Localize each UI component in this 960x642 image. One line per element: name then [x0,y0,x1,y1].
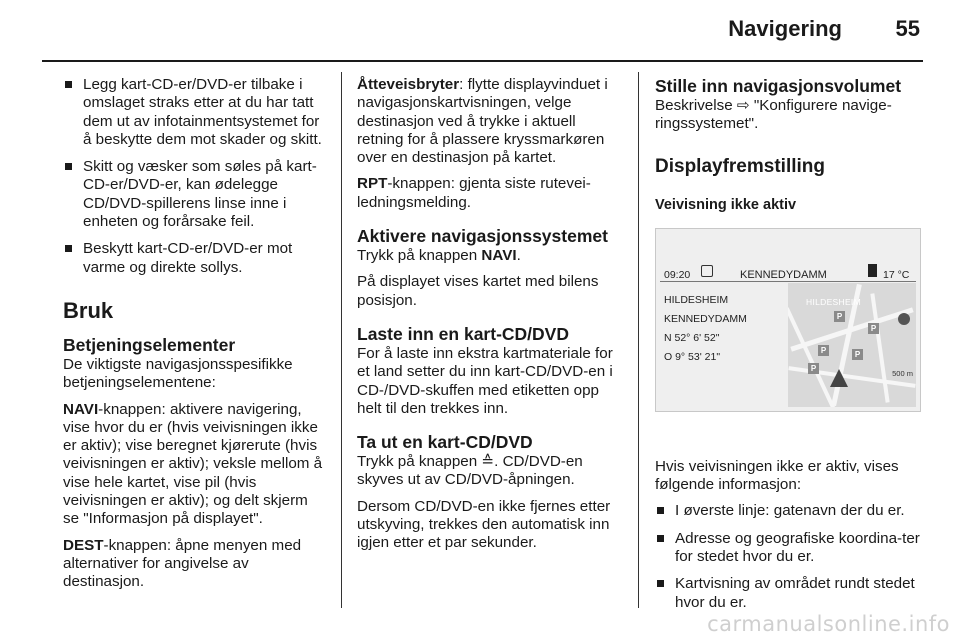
subheading-load-map-disc: Laste inn en kart-CD/DVD [357,323,569,344]
clock: 09:20 [664,268,691,281]
eject-text-pre: Trykk på knappen [357,453,482,471]
navigation-display-image [655,228,921,412]
list-item: Legg kart-CD-er/DVD-er tilbake i omslaget straks etter at du har tatt dem ut av infotainmentsystemet for å beskytte dem mot skader og skitt. [63,76,325,149]
paragraph-eject [357,453,623,490]
compass-icon [898,313,910,325]
latitude: N 52° 6' 52" [664,331,720,344]
subheading-navigation-volume: Stille inn navigasjonsvolumet [655,76,902,96]
eject-icon: ≙ [481,453,495,471]
map-road [870,293,889,402]
eight-way-description: : flytte displayvinduet i navigasjonskartvisningen, velge destinasjon ved å trykke i aktuell retning for å plassere kryssmarkøren over en destinasjon på kartet. [357,76,608,167]
key-label-rpt: RPT [357,175,388,193]
dest-key-description: -knappen: åpne menyen med alternativer for angivelse av destinasjon. [63,536,302,591]
display-top-line [660,263,916,282]
current-street: KENNEDYDAMM [740,268,827,281]
section-heading-bruk: Bruk [63,297,114,323]
activate-text-pre: Trykk på knappen [357,247,482,265]
column-left [63,76,325,600]
eject-text-post: . CD/DVD-en skyves ut av CD/DVD-åpningen. [357,453,583,489]
thermometer-icon [868,264,877,277]
subheading-guidance-inactive: Veivisning ikke aktiv [655,196,797,213]
parking-icon: P [868,323,879,334]
key-label-dest: DEST [63,536,104,554]
paragraph-activate [357,247,623,265]
parking-icon: P [808,363,819,374]
outside-temperature: 17 °C [883,268,910,281]
list-item: Skitt og væsker som søles på kart-CD-er/DVD-er, kan ødelegge CD/DVD-spillerens linse inne i enheten og forårsake feil. [63,158,325,231]
paragraph-load-map-disc: For å laste inn ekstra kartmateriale for et land setter du inn kart-CD/DVD-en i CD-/DVD-skuffen med etiketten opp helt til den trekkes inn. [357,344,613,417]
column-right [655,76,921,621]
activate-text-post: . [516,247,521,265]
navi-key-description: -knappen: aktivere navigering, vise hvor du er (hvis veivisningen ikke er aktiv); vise beregnet kjørerute (hvis veivisningen er aktiv); veksle mellom å vise hele kartet, vise pil (hvis veivisningen er aktiv); og delt skjerm se "Informasjon på displayet". [63,400,323,528]
list-item: Kartvisning av området rundt stedet hvor du er. [655,575,921,612]
map-city-label: HILDESHEIM [806,296,861,307]
paragraph-display-map: På displayet vises kartet med bilens posisjon. [357,273,599,309]
longitude: O 9° 53' 21" [664,350,721,363]
map-road [788,307,835,407]
vehicle-position-icon [830,369,848,387]
list-item: I øverste linje: gatenavn der du er. [655,502,921,520]
location-info [664,291,747,367]
parking-icon: P [852,349,863,360]
info-bullet-list [655,502,921,611]
paragraph-volume-reference: Beskrivelse ⇨ "Konfigurere navige-ringssystemet". [655,97,892,133]
care-bullet-list [63,76,325,277]
chapter-title: Navigering [728,16,842,41]
street-name: KENNEDYDAMM [664,312,747,325]
page-header [0,0,960,62]
map-view [788,283,916,407]
key-label-navi: NAVI [481,247,517,265]
subheading-eject-map-disc: Ta ut en kart-CD/DVD [357,432,533,453]
city-name: HILDESHEIM [664,293,729,306]
parking-icon: P [818,345,829,356]
key-label-navi: NAVI [63,400,99,418]
map-scale: 500 m [892,368,913,378]
paragraph-eight-way-switch [357,76,623,167]
paragraph-intro: De viktigste navigasjonsspesifikke betjeningselementene: [63,355,293,392]
paragraph-rpt-key [357,175,623,212]
key-label-eight-way: Åtteveisbryter [357,76,460,93]
rpt-key-description: -knappen: gjenta siste rutevei-ledningsmelding. [357,175,591,211]
paragraph-auto-retract: Dersom CD/DVD-en ikke fjernes etter utskyving, trekkes den automatisk inn igjen etter et par sekunder. [357,497,611,552]
section-heading-display: Displayfremstilling [655,155,825,177]
page-number: 55 [895,16,920,41]
subheading-betjeningselementer: Betjeningselementer [63,334,236,355]
paragraph-dest-key [63,537,325,592]
watermark: carmanualsonline.info [707,612,950,636]
subheading-activate-navigation: Aktivere navigasjonssystemet [357,226,608,247]
gps-status-icon [701,265,713,277]
header-divider [42,60,923,62]
paragraph-navi-key [63,401,325,529]
column-divider-right [638,72,639,608]
column-divider-left [341,72,342,608]
paragraph-info-shown: Hvis veivisningen ikke er aktiv, vises følgende informasjon: [655,457,899,494]
list-item: Beskytt kart-CD-er/DVD-er mot varme og direkte sollys. [63,240,325,277]
column-middle [357,76,623,561]
parking-icon: P [834,311,845,322]
list-item: Adresse og geografiske koordina-ter for stedet hvor du er. [655,530,921,567]
